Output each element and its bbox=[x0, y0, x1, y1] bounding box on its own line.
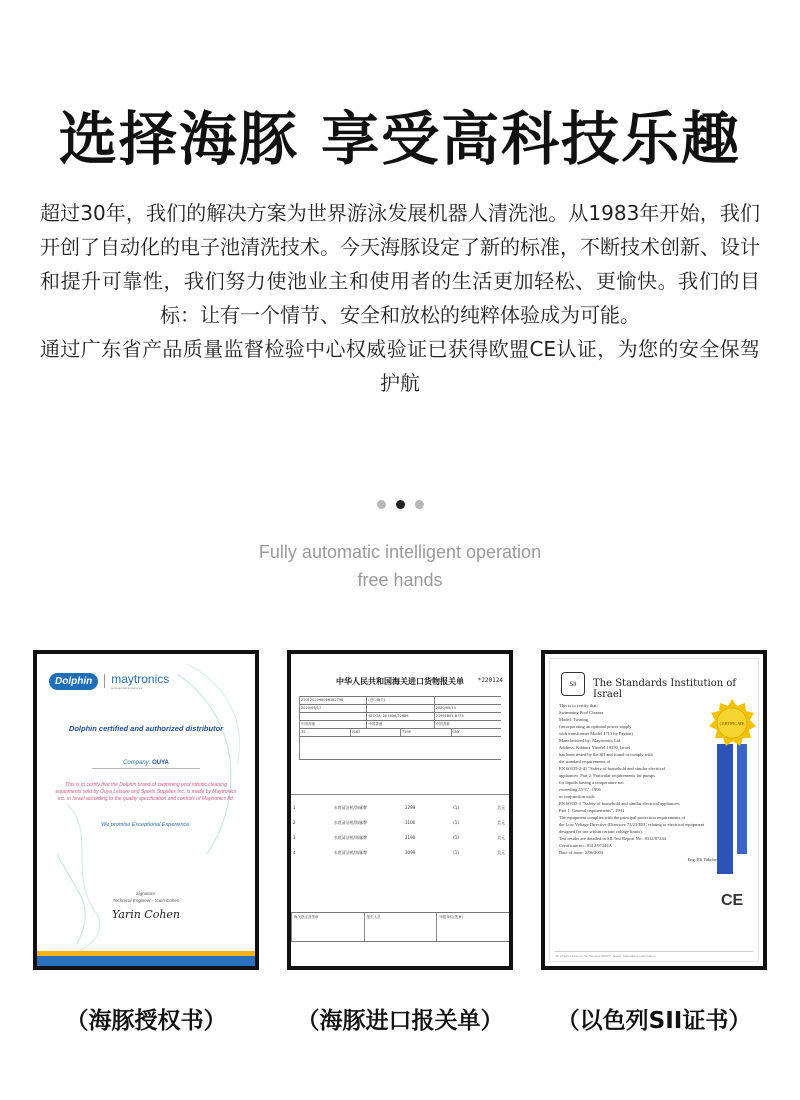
carousel-dot-2[interactable] bbox=[396, 500, 405, 509]
company-label: Company: bbox=[123, 760, 151, 766]
declaration-row bbox=[299, 696, 501, 704]
declaration-cell: 中国香港 bbox=[366, 721, 433, 728]
declaration-cell: 中国香港 bbox=[434, 721, 501, 728]
maytronics-logo-subtitle: Exceptional Experience bbox=[111, 686, 143, 690]
certificate-body: This is to certify that the Dolphin brand of swimming pool robotic cleaning equipments sold by Ouya Leisure and Sports Supplies Inc. is made by Maytronics inc. in Israel according to the quality specification and controls of Maytronics ltd. bbox=[55, 782, 237, 802]
sii-line: has been tested by the SII and found to comply with bbox=[559, 752, 653, 757]
maytronics-logo-text: maytronics bbox=[111, 672, 170, 686]
item-number: 4 bbox=[293, 850, 296, 855]
declaration-items bbox=[291, 794, 509, 865]
declaration-page bbox=[291, 654, 509, 966]
carousel-dot-1[interactable] bbox=[377, 500, 386, 509]
declaration-item bbox=[291, 805, 509, 820]
footer-cell: 申报单位(签章) bbox=[436, 913, 509, 941]
certificate-company bbox=[37, 760, 255, 766]
tagline-line-1: Fully automatic intelligent operation bbox=[258, 542, 542, 562]
sii-line: The equipment complies with the principal protection requirements of bbox=[559, 815, 686, 820]
item-origin: (1) bbox=[453, 820, 459, 825]
carousel-indicator bbox=[0, 500, 800, 509]
sii-line: in conjunction with: bbox=[559, 794, 596, 799]
sii-line: This is to certify that: bbox=[559, 703, 598, 708]
item-name: 水底清洁机/海豚牌 bbox=[333, 820, 367, 825]
certificate-page bbox=[37, 654, 255, 966]
declaration-cell: 2020/05/17 bbox=[299, 705, 366, 712]
item-origin: (1) bbox=[453, 805, 459, 810]
sii-line: Address: Kibbutz Yizre'el 19350, Israel bbox=[559, 745, 631, 750]
dolphin-authorization-certificate[interactable] bbox=[33, 650, 259, 970]
page-headline: 选择海豚 享受高科技乐趣 bbox=[58, 105, 742, 173]
dolphin-logo: Dolphin bbox=[49, 673, 98, 690]
declaration-row bbox=[299, 712, 501, 720]
sii-footer: 42 Chaim Levanon St. Tel-Aviv 69977, Israel. Telematics Laboratory bbox=[555, 951, 753, 958]
item-origin: (1) bbox=[453, 835, 459, 840]
signature-label: Signature: bbox=[135, 891, 157, 896]
logo-divider bbox=[104, 674, 105, 688]
declaration-row bbox=[299, 720, 501, 728]
declaration-cell bbox=[299, 737, 501, 759]
item-number: 1 bbox=[293, 805, 296, 810]
footer-cell: 报关人员 bbox=[364, 913, 437, 941]
declaration-number: *220124 bbox=[477, 677, 503, 684]
items-divider bbox=[291, 794, 509, 795]
sii-line: exceeding 35°C", 1996 bbox=[559, 787, 601, 792]
item-currency: 美元 bbox=[496, 850, 505, 855]
declaration-cell bbox=[299, 713, 366, 720]
sii-line: EN 60335-2-41 "Safety of household and similar electrical bbox=[559, 766, 665, 771]
declaration-item bbox=[291, 850, 509, 865]
seal-ribbon-left bbox=[717, 744, 733, 874]
sii-line: Date of issue: 2/06/2003 bbox=[559, 850, 604, 855]
sii-signer: Eng. Eli Yakoby bbox=[687, 857, 717, 862]
declaration-cell: (进口海关) bbox=[366, 697, 433, 704]
tagline-line-2: free hands bbox=[357, 570, 443, 590]
tagline bbox=[0, 538, 800, 594]
signer-title: Technical Engineer - Yarin Cohen bbox=[112, 898, 180, 903]
declaration-cell: 21991805-8773 bbox=[434, 713, 501, 720]
sii-certificate-text bbox=[559, 702, 717, 863]
declaration-cell: 7167 bbox=[350, 729, 401, 736]
carousel-dot-3[interactable] bbox=[415, 500, 424, 509]
declaration-row bbox=[299, 728, 501, 736]
certificate-blue-stripe bbox=[37, 956, 255, 966]
item-name: 水底清洁机/海豚牌 bbox=[333, 805, 367, 810]
sii-line: with transformer Model 4713 by Payton) bbox=[559, 731, 633, 736]
certificate-title: Dolphin certified and authorized distributor bbox=[68, 724, 224, 733]
declaration-item bbox=[291, 820, 509, 835]
declaration-cell: CNY bbox=[451, 729, 502, 736]
item-number: 3 bbox=[293, 835, 296, 840]
declaration-row bbox=[299, 704, 501, 712]
item-name: 水底清洁机/海豚牌 bbox=[333, 850, 367, 855]
certificate-logos bbox=[49, 672, 169, 690]
intro-paragraph-2: 通过广东省产品质量监督检验中心权威验证已获得欧盟CE认证，为您的安全保驾护航 bbox=[40, 337, 760, 395]
item-currency: 美元 bbox=[496, 805, 505, 810]
declaration-item bbox=[291, 835, 509, 850]
sii-page bbox=[545, 654, 763, 966]
declaration-row bbox=[299, 736, 501, 760]
caption-sii-certificate: （以色列SII证书） bbox=[556, 1008, 752, 1034]
item-currency: 美元 bbox=[496, 820, 505, 825]
sii-line: Test results are detailed in SII Test Report No.: 8312/07244 bbox=[559, 836, 667, 841]
sii-line: Certificate no.: 8312/07244A bbox=[559, 843, 612, 848]
item-number: 2 bbox=[293, 820, 296, 825]
caption-dolphin-authorization: （海豚授权书） bbox=[65, 1008, 227, 1034]
sii-line: Part 1: General requirements", 1994 bbox=[559, 808, 624, 813]
certificate-promise: We promise Exceptional Experience. bbox=[101, 822, 191, 828]
sii-line: (incorporating an optional power supply bbox=[559, 724, 632, 729]
sii-line: designed for use within certain voltage limits). bbox=[559, 829, 643, 834]
ce-mark-icon: CE bbox=[721, 892, 744, 909]
sii-line: the standard requirements of bbox=[559, 759, 611, 764]
seal-text: CERTIFICATE bbox=[719, 721, 745, 726]
sii-line: for liquids having a temperature not bbox=[559, 780, 624, 785]
declaration-cell: 2201202090066182798 bbox=[299, 697, 366, 704]
sii-line: the Low Voltage Directive (Directive 73/23/EEC relating to electrical equipment bbox=[559, 822, 705, 827]
footer-cell: 海关批注及签章 bbox=[291, 913, 364, 941]
intro-paragraph-1: 超过30年，我们的解决方案为世界游泳发展机器人清洗池。从1983年开始，我们开创了自动化的电子池清洗技术。今天海豚设定了新的标准，不断技术创新、设计和提升可靠性，我们努力使池业主和使用者的生活更加轻松、更愉快。我们的目标：让有一个情节、安全和放松的纯粹体验成为可能。 bbox=[40, 201, 760, 327]
sii-line: appliances. Part 2: Particular requirements for pumps bbox=[559, 773, 655, 778]
seal-ribbon-right bbox=[737, 744, 747, 854]
item-quantity: 3100 bbox=[405, 820, 416, 825]
declaration-cell: SEOOA: 201806/22689 bbox=[366, 713, 433, 720]
sii-line: Model: Twining bbox=[559, 717, 588, 722]
item-quantity: 3099 bbox=[405, 850, 416, 855]
declaration-cell bbox=[366, 705, 433, 712]
sii-line: Swimming Pool Cleaner bbox=[559, 710, 604, 715]
sii-line: EN 60335-1 "Safety of household and similar electrical appliances. bbox=[559, 801, 681, 806]
declaration-cell bbox=[434, 697, 501, 704]
customs-declaration-document[interactable] bbox=[287, 650, 513, 970]
declaration-cell: 中国香港 bbox=[299, 721, 366, 728]
declaration-title: 中华人民共和国海关进口货物报关单 bbox=[336, 677, 464, 686]
sii-certificate[interactable] bbox=[541, 650, 767, 970]
company-name: OUYA bbox=[152, 760, 169, 766]
company-underline bbox=[92, 768, 200, 769]
declaration-cell: 2020/05/15 bbox=[434, 705, 501, 712]
sii-header: The Standards Institution of Israel bbox=[593, 678, 737, 700]
item-name: 水底清洁机/海豚牌 bbox=[333, 835, 367, 840]
declaration-cell: 3S bbox=[299, 729, 350, 736]
handwritten-signature: Yarin Cohen bbox=[111, 908, 181, 921]
sii-logo: SII bbox=[561, 672, 585, 696]
item-quantity: 2299 bbox=[405, 805, 416, 810]
item-origin: (1) bbox=[453, 850, 459, 855]
declaration-footer bbox=[291, 912, 509, 942]
item-currency: 美元 bbox=[496, 835, 505, 840]
signature-block bbox=[37, 890, 255, 904]
caption-customs-declaration: （海豚进口报关单） bbox=[296, 1008, 504, 1034]
item-quantity: 2190 bbox=[405, 835, 416, 840]
intro-text bbox=[40, 196, 760, 400]
sii-line: Manufactured by: Maytronics Ltd. bbox=[559, 738, 622, 743]
declaration-cell: 7599 bbox=[400, 729, 451, 736]
declaration-header-grid bbox=[299, 696, 501, 760]
maytronics-logo bbox=[111, 672, 169, 690]
